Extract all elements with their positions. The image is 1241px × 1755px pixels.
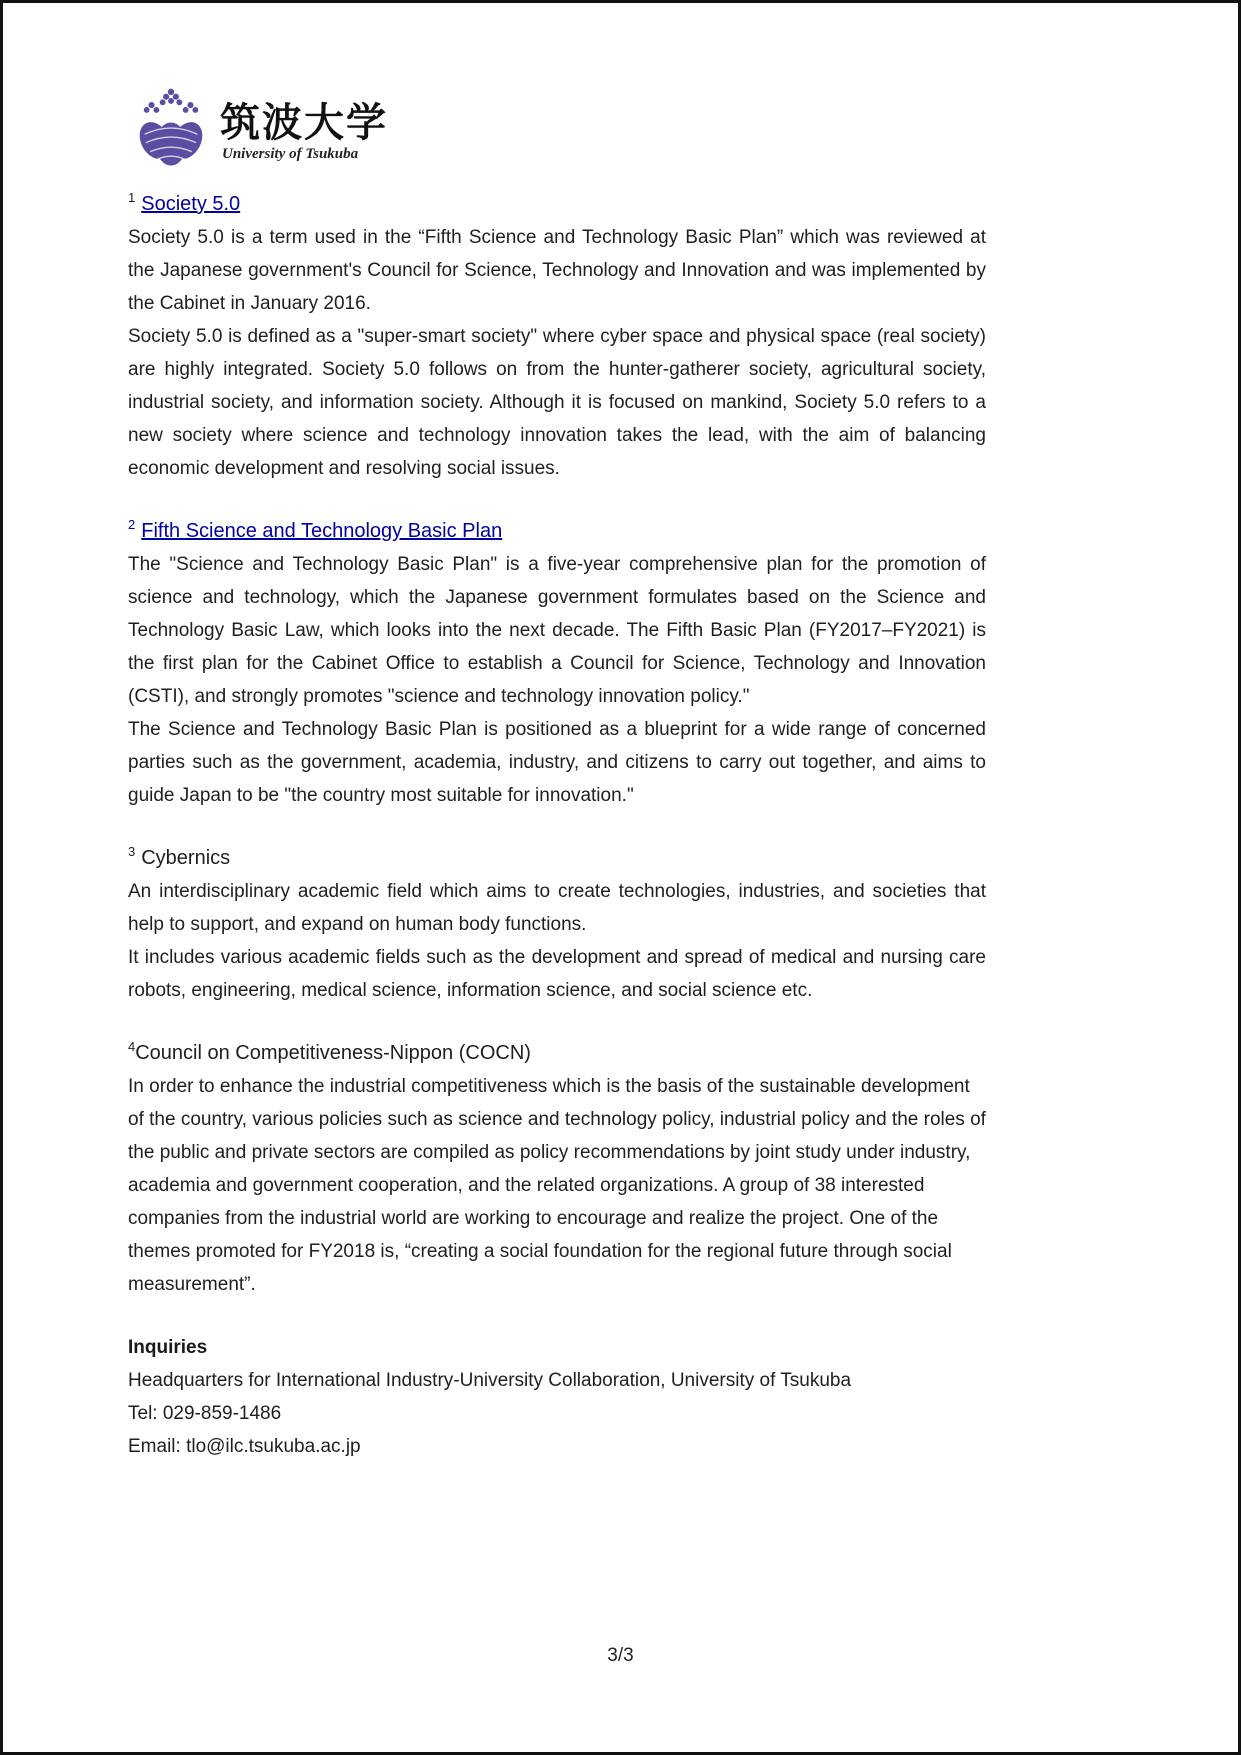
footnote-title: Council on Competitiveness-Nippon (COCN) [135,1042,531,1064]
inquiries-heading: Inquiries [128,1337,208,1358]
footnote-paragraph: Society 5.0 is a term used in the “Fifth Science and Technology Basic Plan” which was reviewed at the Japanese government's Council for Science, Technology and Innovation and was implemented by the Cabinet in January 2016. [128,227,986,314]
footnote-number: 1 [128,190,136,205]
footnote-fifth-basic-plan [128,515,986,812]
footnote-number: 2 [128,517,136,532]
footnote-cybernics [128,842,986,1007]
inquiries-address: Headquarters for International Industry-University Collaboration, University of Tsukuba [128,1370,852,1391]
university-logo [136,87,388,167]
inquiries-section [128,1331,986,1463]
footnote-paragraph: Society 5.0 is defined as a "super-smart society" where cyber space and physical space (real society) are highly integrated. Society 5.0 follows on from the hunter-gatherer society, agricultural society, industrial society, and information society. Although it is focused on mankind, Society 5.0 refers to a new society where science and technology innovation takes the lead, with the aim of balancing economic development and resolving social issues. [128,326,986,479]
page-number: 3/3 [607,1645,634,1666]
footnote-link-society-5-0[interactable]: Society 5.0 [141,193,241,215]
inquiries-email: Email: tlo@ilc.tsukuba.ac.jp [128,1436,361,1457]
footnotes-content [128,188,986,1463]
page-footer [3,1645,1238,1667]
inquiries-tel: Tel: 029-859-1486 [128,1403,282,1424]
footnote-paragraph: It includes various academic fields such as the development and spread of medical and nursing care robots, engineering, medical science, information science, and social science etc. [128,947,986,1001]
footnote-heading [128,842,986,875]
footnote-paragraph: In order to enhance the industrial competitiveness which is the basis of the sustainable development of the country, various policies such as science and technology policy, industrial policy and the roles of the public and private sectors are compiled as policy recommendations by joint study under industry, academia and government cooperation, and the related organizations. A group of 38 interested companies from the industrial world are working to encourage and realize the project. One of the themes promoted for FY2018 is, “creating a social foundation for the regional future through social measurement”. [128,1076,986,1295]
logo-subtitle: University of Tsukuba [222,146,359,162]
footnote-link-fifth-basic-plan[interactable]: Fifth Science and Technology Basic Plan [141,520,503,542]
footnote-society-5-0 [128,188,986,485]
footnote-heading [128,188,986,221]
logo-text [220,87,388,163]
footnote-cocn [128,1037,986,1301]
logo-kanji: 筑波大学 [220,100,388,145]
footnote-paragraph: The "Science and Technology Basic Plan" is a five-year comprehensive plan for the promotion of science and technology, which the Japanese government formulates based on the Science and Technology Basic Law, which looks into the next decade. The Fifth Basic Plan (FY2017–FY2021) is the first plan for the Cabinet Office to establish a Council for Science, Technology and Innovation (CSTI), and strongly promotes "science and technology innovation policy." [128,554,986,707]
footnote-heading [128,1037,986,1070]
footnote-paragraph: The Science and Technology Basic Plan is positioned as a blueprint for a wide range of concerned parties such as the government, academia, industry, and citizens to carry out together, and aims to guide Japan to be "the country most suitable for innovation." [128,719,986,806]
footnote-number: 4 [128,1039,136,1054]
footnote-title: Cybernics [141,847,231,869]
footnote-number: 3 [128,844,136,859]
footnote-paragraph: An interdisciplinary academic field which aims to create technologies, industries, and societies that help to support, and expand on human body functions. [128,881,986,935]
footnote-heading [128,515,986,548]
tsukuba-crest-icon [136,87,206,167]
